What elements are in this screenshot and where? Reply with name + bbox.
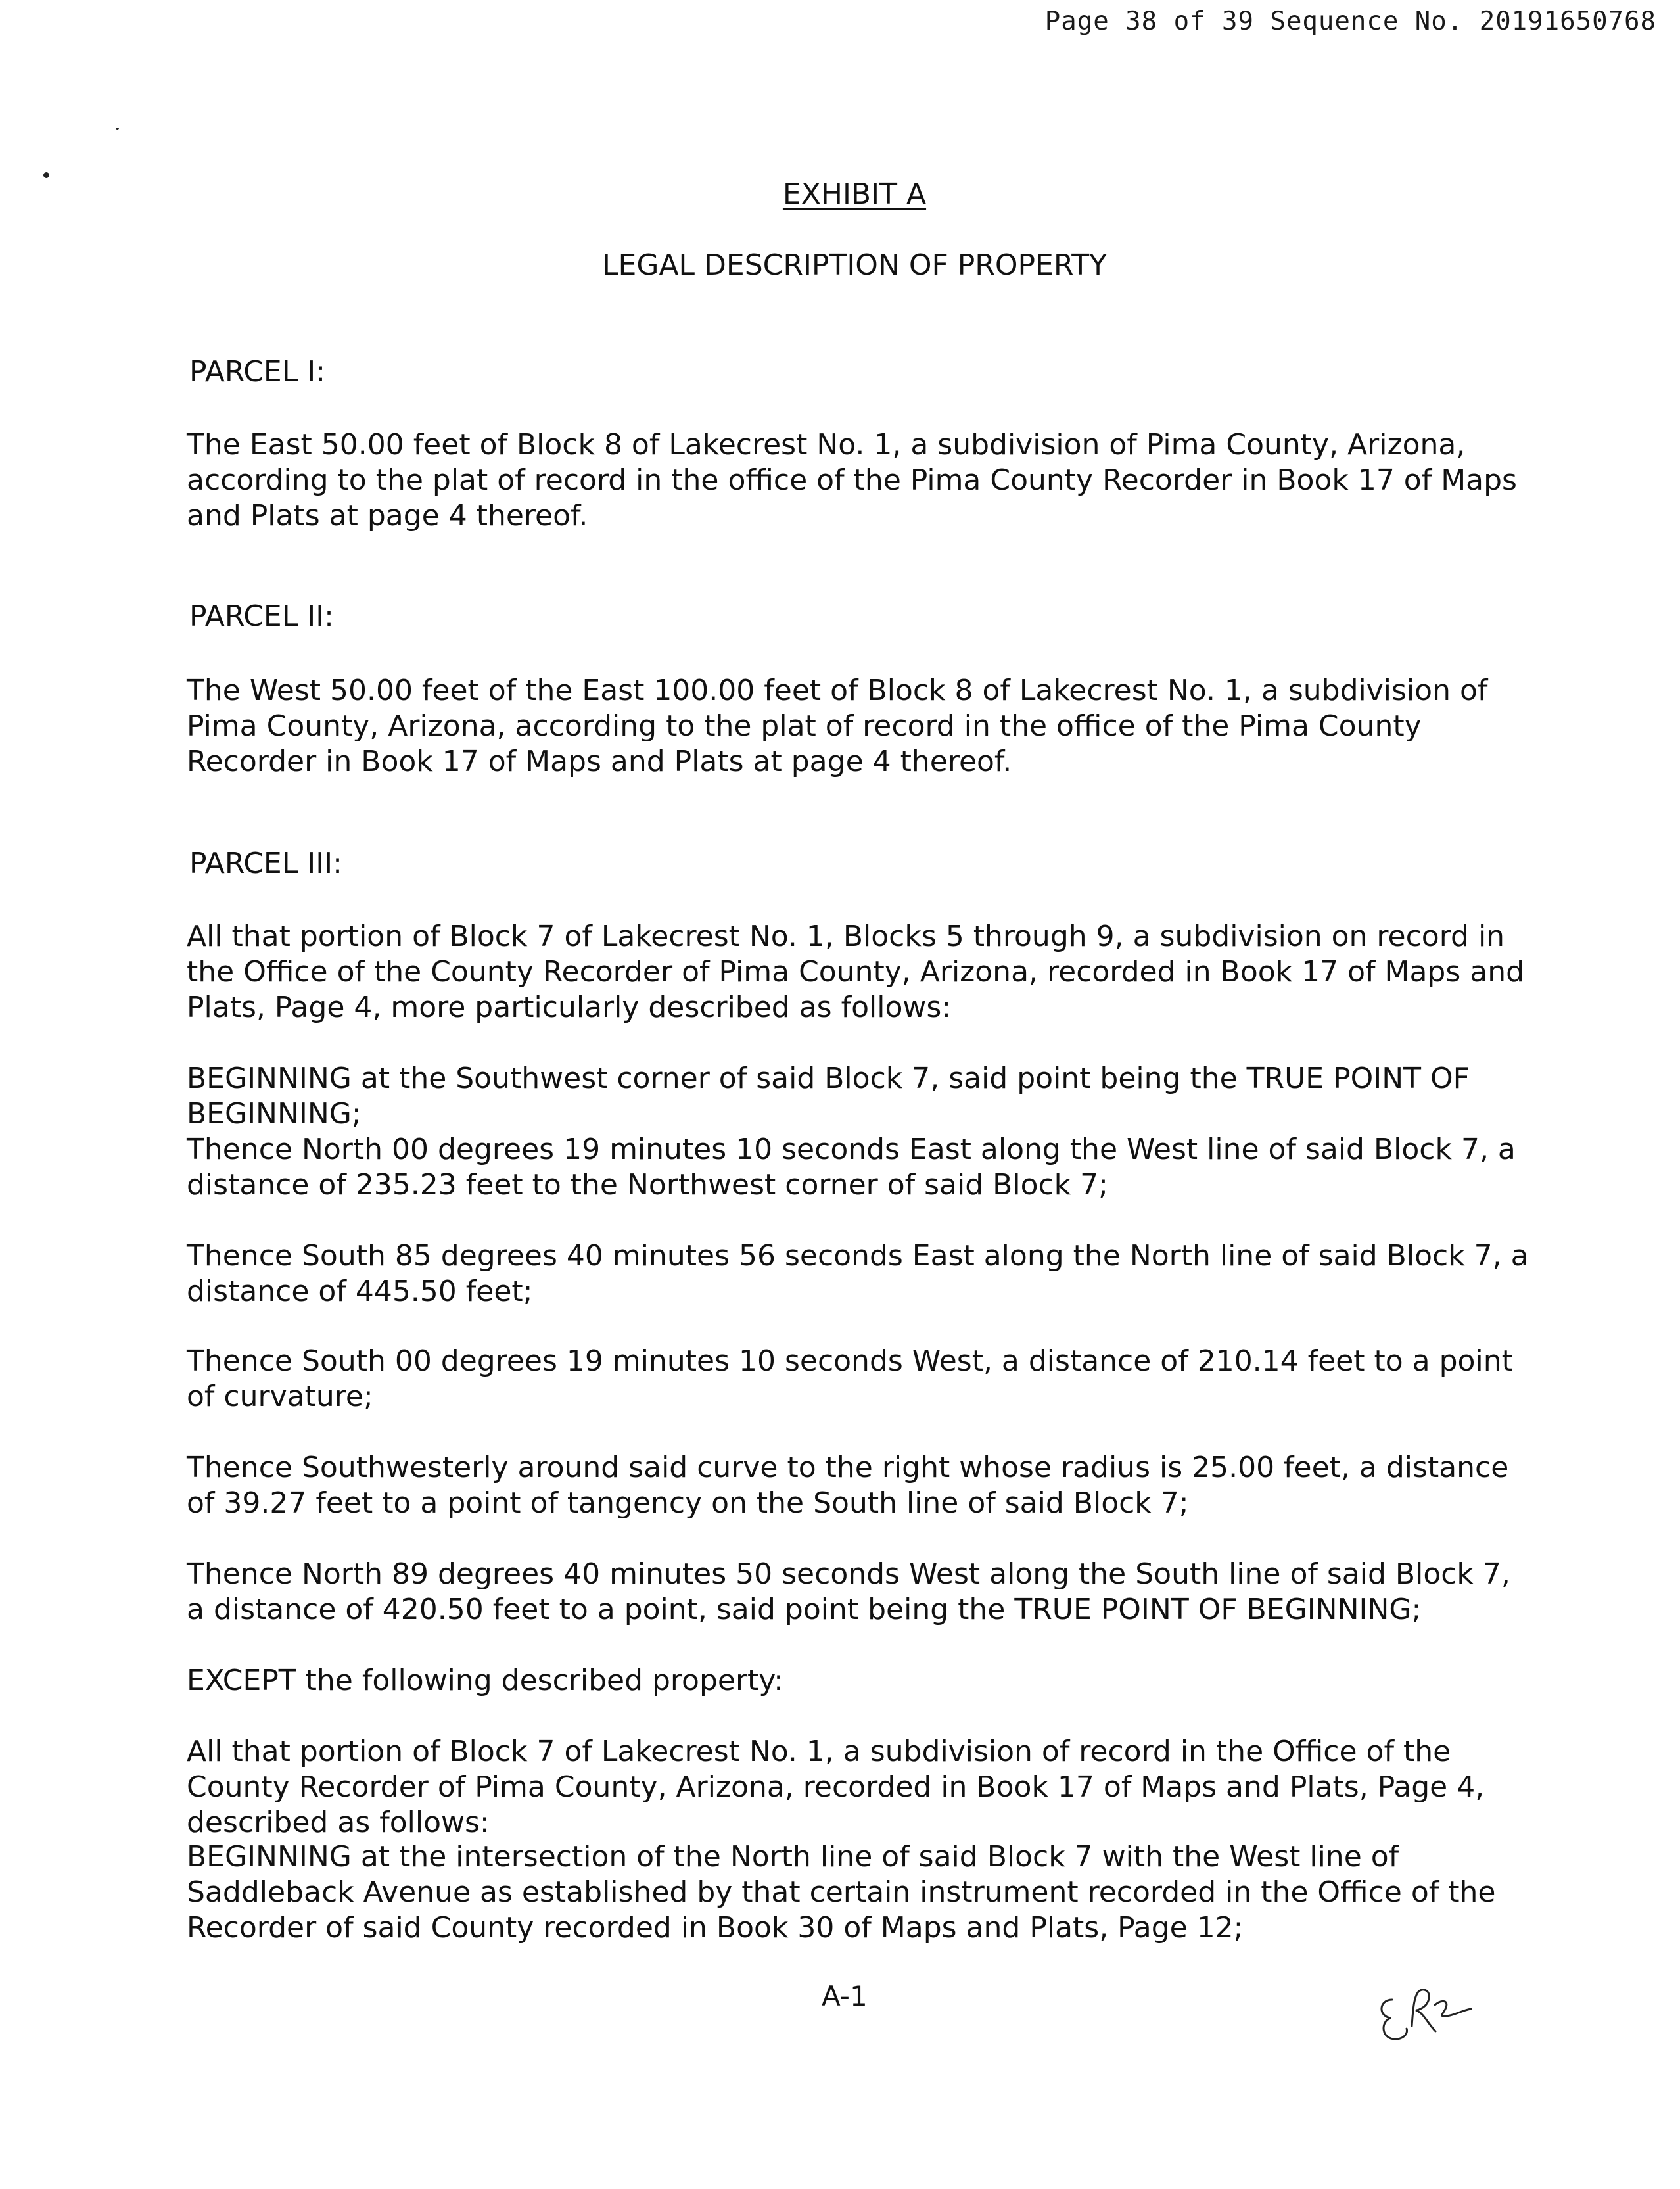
scan-speck-2 [116,128,119,130]
handwritten-initials [1372,1980,1484,2052]
parcel-3-call-4: Thence Southwesterly around said curve to the right whose radius is 25.00 feet, a distance of 39.27 feet to a point of tangency on the South line of said Block 7; [187,1451,1509,1520]
parcel-1-description: The East 50.00 feet of Block 8 of Lakecrest No. 1, a subdivision of Pima County, Arizona, according to the plat of record in the office of the Pima County Recorder in Book 17 of Maps and Plats at page 4 thereof. [187,428,1517,532]
parcel-3-call-1: Thence North 00 degrees 19 minutes 10 seconds East along the West line of said Block 7, a distance of 235.23 feet to the Northwest corner of said Block 7; [187,1133,1516,1202]
parcel-3-except-description: All that portion of Block 7 of Lakecrest No. 1, a subdivision of record in the Office of the County Recorder of Pima County, Arizona, recorded in Book 17 of Maps and Plats, Page 4, described as follows: [187,1735,1485,1839]
parcel-3-heading: PARCEL III: [189,847,342,880]
parcel-3-call-2: Thence South 85 degrees 40 minutes 56 seconds East along the North line of said Block 7, a distance of 445.50 feet; [187,1239,1529,1308]
parcel-3-call-5: Thence North 89 degrees 40 minutes 50 seconds West along the South line of said Block 7, a distance of 420.50 feet to a point, said point being the TRUE POINT OF BEGINNING; [187,1557,1510,1626]
parcel-1-heading: PARCEL I: [189,355,326,388]
page-label: A-1 [822,1980,868,2012]
parcel-3-except: EXCEPT the following described property: [187,1664,783,1697]
sequence-stamp: Page 38 of 39 Sequence No. 20191650768 [1044,7,1656,36]
legal-description-heading: LEGAL DESCRIPTION OF PROPERTY [602,248,1107,282]
parcel-2-description: The West 50.00 feet of the East 100.00 feet of Block 8 of Lakecrest No. 1, a subdivision of Pima County, Arizona, according to the plat of record in the office of the Pima County Recorder in Book 17 of Maps and Plats at page 4 thereof. [187,674,1488,778]
exhibit-title: EXHIBIT A [782,177,927,211]
parcel-3-call-3: Thence South 00 degrees 19 minutes 10 seconds West, a distance of 210.14 feet to a point of curvature; [187,1344,1513,1413]
parcel-3-beginning: BEGINNING at the Southwest corner of said Block 7, said point being the TRUE POINT OF BEGINNING; [187,1062,1470,1131]
parcel-3-intro: All that portion of Block 7 of Lakecrest No. 1, Blocks 5 through 9, a subdivision on record in the Office of the County Recorder of Pima County, Arizona, recorded in Book 17 of Maps and Plats, Page 4, more particularly described as follows: [187,920,1525,1024]
parcel-2-heading: PARCEL II: [189,600,334,633]
parcel-3-except-beginning: BEGINNING at the intersection of the North line of said Block 7 with the West line of Saddleback Avenue as established by that certain instrument recorded in the Office of the Recorder of said County recorded in Book 30 of Maps and Plats, Page 12; [187,1840,1496,1944]
